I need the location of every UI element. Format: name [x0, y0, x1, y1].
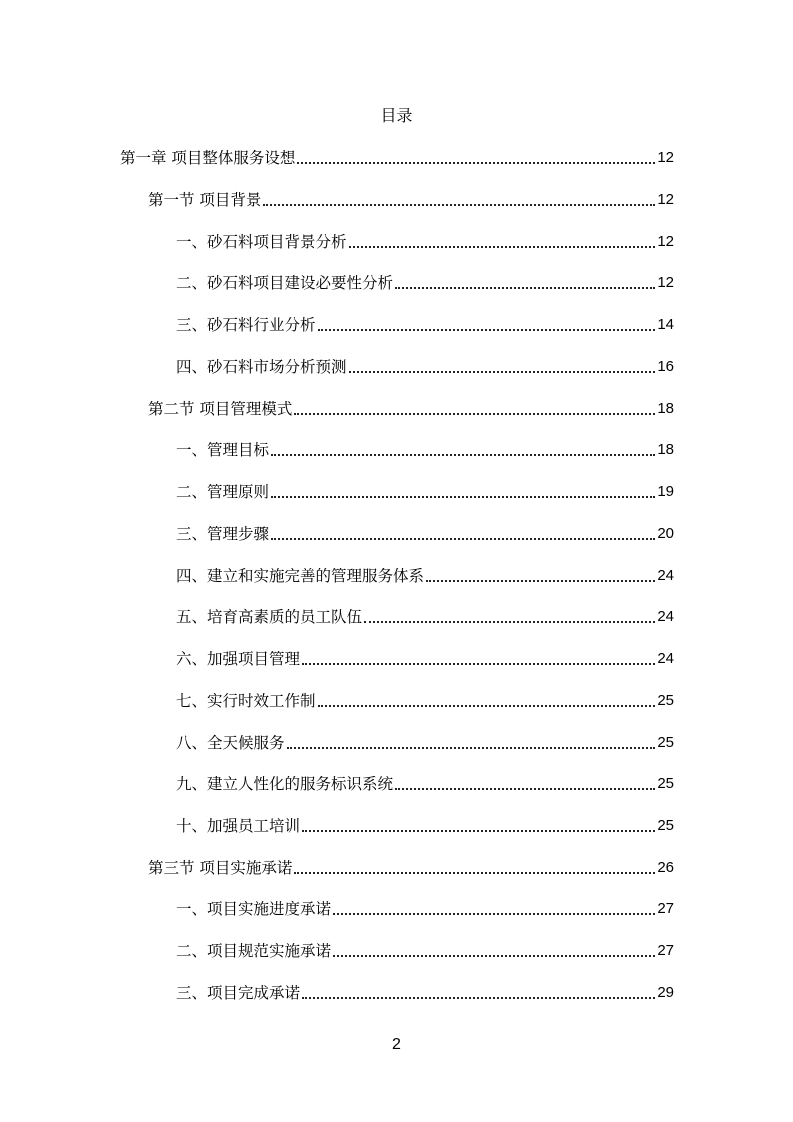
toc-entry-label: 第一节 项目背景: [148, 191, 262, 209]
toc-entry-page: 24: [657, 567, 674, 584]
toc-entry-item[interactable]: [176, 438, 674, 462]
dot-leader: [426, 564, 655, 588]
toc-entry-item[interactable]: [176, 647, 674, 671]
toc-entry-label: 八、全天候服务: [176, 734, 285, 752]
page-number: 2: [392, 1036, 401, 1053]
dot-leader: [271, 480, 655, 504]
dot-leader: [395, 772, 655, 796]
dot-leader: [364, 605, 655, 629]
toc-entry-page: 24: [657, 608, 674, 625]
toc-entry-item[interactable]: [176, 355, 674, 379]
toc-entry-section[interactable]: [148, 188, 674, 212]
toc-entry-item[interactable]: [176, 939, 674, 963]
dot-leader: [318, 689, 656, 713]
toc-entry-page: 12: [657, 191, 674, 208]
toc-entry-label: 第二节 项目管理模式: [148, 400, 293, 418]
toc-entry-page: 14: [657, 316, 674, 333]
toc-entry-section[interactable]: [148, 856, 674, 880]
toc-entry-item[interactable]: [176, 605, 674, 629]
toc-entry-label: 二、项目规范实施承诺: [176, 942, 332, 960]
dot-leader: [349, 355, 656, 379]
toc-entry-page: 18: [657, 400, 674, 417]
toc-entry-item[interactable]: [176, 271, 674, 295]
toc-entry-item[interactable]: [176, 564, 674, 588]
toc-entry-label: 三、砂石料行业分析: [176, 316, 316, 334]
toc-entry-item[interactable]: [176, 230, 674, 254]
dot-leader: [294, 397, 655, 421]
toc-entry-page: 12: [657, 149, 674, 166]
toc-entry-page: 19: [657, 483, 674, 500]
toc-entry-label: 一、项目实施进度承诺: [176, 900, 332, 918]
toc-entry-page: 27: [657, 942, 674, 959]
toc-entry-label: 九、建立人性化的服务标识系统: [176, 775, 394, 793]
toc-entry-item[interactable]: [176, 313, 674, 337]
dot-leader: [294, 856, 655, 880]
toc-entry-page: 25: [657, 775, 674, 792]
toc-entry-page: 12: [657, 233, 674, 250]
toc-entry-page: 27: [657, 900, 674, 917]
toc-entry-label: 第三节 项目实施承诺: [148, 859, 293, 877]
dot-leader: [333, 897, 655, 921]
toc-entry-label: 一、砂石料项目背景分析: [176, 233, 347, 251]
dot-leader: [395, 271, 655, 295]
toc-title: 目录: [380, 106, 413, 125]
toc-entry-page: 18: [657, 441, 674, 458]
toc-entry-page: 25: [657, 817, 674, 834]
toc-entry-label: 三、管理步骤: [176, 525, 270, 543]
dot-leader: [302, 981, 655, 1005]
toc-entry-item[interactable]: [176, 772, 674, 796]
toc-entry-page: 29: [657, 984, 674, 1001]
toc-entry-page: 25: [657, 692, 674, 709]
toc-entry-page: 25: [657, 734, 674, 751]
toc-entry-label: 五、培育高素质的员工队伍: [176, 608, 363, 626]
toc-entry-item[interactable]: [176, 689, 674, 713]
toc-entry-item[interactable]: [176, 814, 674, 838]
dot-leader: [333, 939, 655, 963]
dot-leader: [349, 230, 656, 254]
toc-entry-label: 四、砂石料市场分析预测: [176, 358, 347, 376]
toc-entry-item[interactable]: [176, 522, 674, 546]
toc-entry-label: 四、建立和实施完善的管理服务体系: [176, 567, 425, 585]
toc-entry-page: 26: [657, 859, 674, 876]
toc-entry-item[interactable]: [176, 981, 674, 1005]
dot-leader: [318, 313, 656, 337]
toc-entry-item[interactable]: [176, 731, 674, 755]
dot-leader: [297, 146, 655, 170]
toc-entry-chapter[interactable]: [120, 146, 674, 170]
dot-leader: [287, 731, 656, 755]
toc-entry-label: 七、实行时效工作制: [176, 692, 316, 710]
dot-leader: [302, 814, 655, 838]
dot-leader: [263, 188, 655, 212]
dot-leader: [302, 647, 655, 671]
toc-entry-page: 16: [657, 358, 674, 375]
toc-entry-label: 三、项目完成承诺: [176, 984, 301, 1002]
toc-entry-label: 二、管理原则: [176, 483, 270, 501]
toc-entry-label: 二、砂石料项目建设必要性分析: [176, 274, 394, 292]
toc-entry-section[interactable]: [148, 397, 674, 421]
dot-leader: [271, 522, 655, 546]
dot-leader: [271, 438, 655, 462]
toc-entry-item[interactable]: [176, 897, 674, 921]
toc-entry-page: 12: [657, 274, 674, 291]
toc-entry-item[interactable]: [176, 480, 674, 504]
toc-entry-label: 第一章 项目整体服务设想: [120, 149, 296, 167]
toc-entry-page: 24: [657, 650, 674, 667]
toc-entry-label: 一、管理目标: [176, 441, 270, 459]
toc-entry-label: 十、加强员工培训: [176, 817, 301, 835]
toc-entry-label: 六、加强项目管理: [176, 650, 301, 668]
toc-entry-page: 20: [657, 525, 674, 542]
